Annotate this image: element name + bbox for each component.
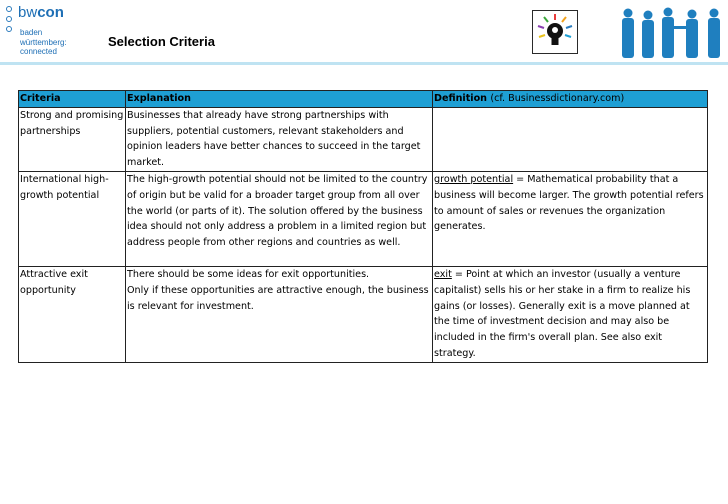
- header-divider: [0, 62, 728, 65]
- explanation-cell: The high-growth potential should not be limited to the country of origin but be valid for a broader target group from all over the world (or parts of it). The solution offered by the business idea should not only address a problem in a limited region but address people from other regions and countries as well.: [126, 171, 433, 266]
- explanation-cell: There should be some ideas for exit opportunities. Only if these opportunities are attractive enough, the business is relevant for investment.: [126, 266, 433, 362]
- definition-cell: [433, 171, 708, 266]
- table-row: [19, 171, 708, 266]
- criteria-cell: International high-growth potential: [19, 171, 126, 266]
- definition-cell: [433, 107, 708, 171]
- header-criteria: Criteria: [19, 91, 126, 108]
- page-title: Selection Criteria: [108, 34, 215, 49]
- definition-text: = Point at which an investor (usually a venture capitalist) sells his or her stake in a firm to realize his gains (or losses). Generally exit is a move planned at the time of investment decision and may also be included in the firm's overall plan. See also exit strategy.: [434, 268, 691, 359]
- definition-term: exit: [434, 268, 452, 280]
- table-row: [19, 266, 708, 362]
- logo-subtitle: baden württemberg: connected: [20, 28, 67, 57]
- header-definition: Definition (cf. Businessdictionary.com): [433, 91, 708, 108]
- explanation-cell: Businesses that already have strong partnerships with suppliers, potential customers, relevant stakeholders and opinion leaders have better chances to succeed in the target market.: [126, 107, 433, 171]
- table-header-row: [19, 91, 708, 108]
- logo-dots: [6, 6, 14, 36]
- header-explanation: Explanation: [126, 91, 433, 108]
- definition-text: = Mathematical probability that a business will become larger. The growth potential refers to amount of sales or revenues the organization generates.: [434, 173, 704, 233]
- criteria-cell: Strong and promising partnerships: [19, 107, 126, 171]
- lightbulb-idea-icon: [532, 10, 578, 54]
- criteria-cell: Attractive exit opportunity: [19, 266, 126, 362]
- business-people-silhouettes: [618, 6, 726, 66]
- selection-criteria-table: [18, 90, 708, 363]
- logo-wordmark: bwcon: [18, 4, 64, 21]
- definition-reference: (cf. Businessdictionary.com): [490, 93, 625, 104]
- definition-cell: [433, 266, 708, 362]
- definition-term: growth potential: [434, 173, 514, 185]
- table-row: [19, 107, 708, 171]
